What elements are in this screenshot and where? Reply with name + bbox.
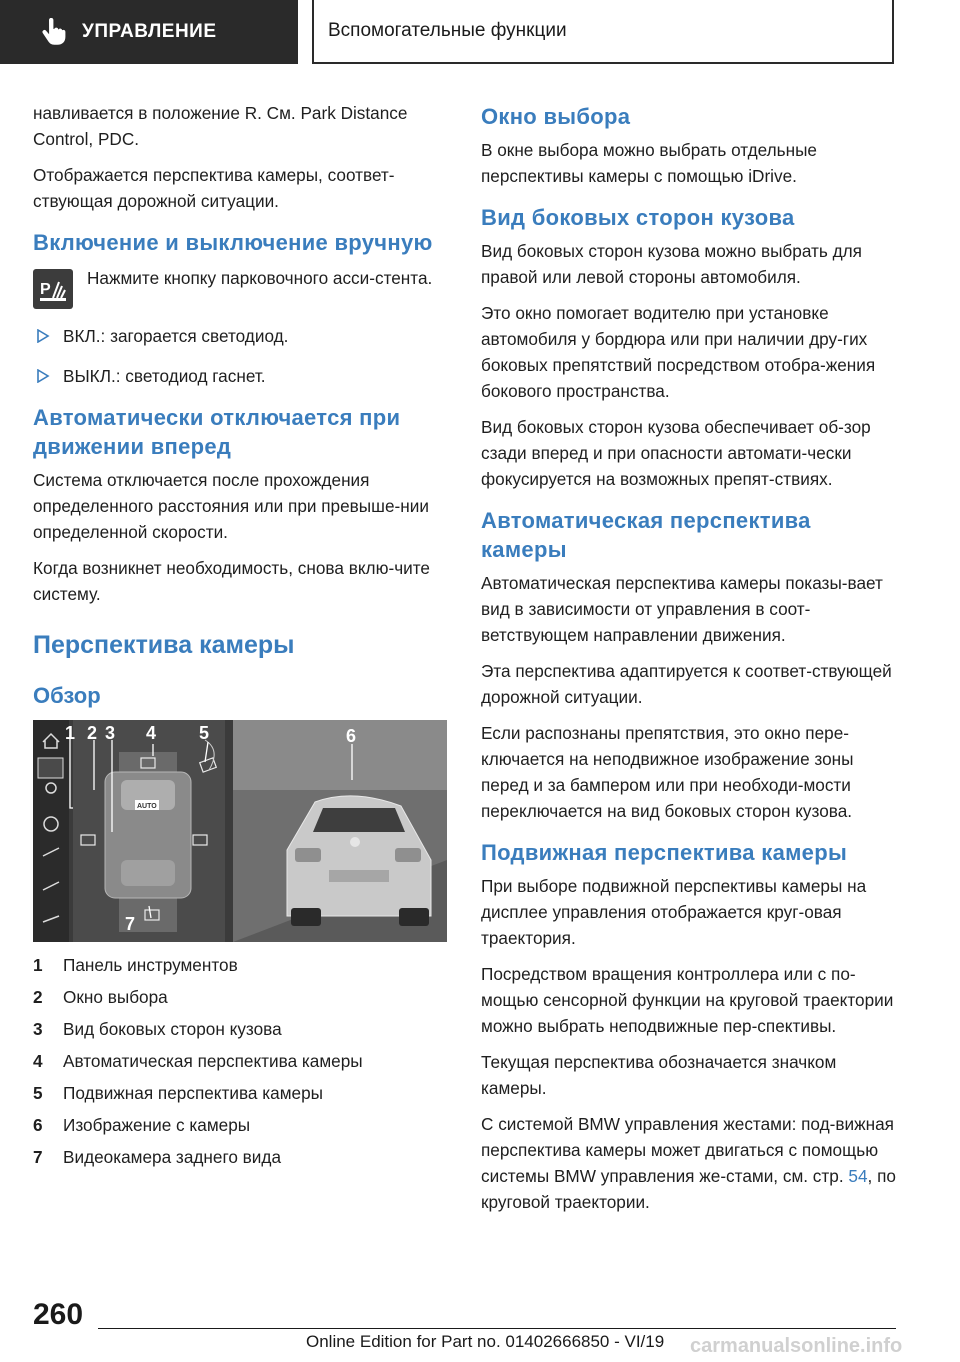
side-paragraph-1: Вид боковых сторон кузова можно выбрать для правой или левой стороны автомобиля. xyxy=(481,241,862,287)
window-paragraph: В окне выбора можно выбрать отдельные перспективы камеры с помощью iDrive. xyxy=(481,140,817,186)
heading-manual: Включение и выключение вручную xyxy=(33,230,433,255)
parking-assistant-button-icon xyxy=(33,269,73,309)
legend-text: Панель инструментов xyxy=(63,955,238,975)
movable-paragraph-1: При выборе подвижной перспективы камеры на дисплее управления отображается круг-овая траектория. xyxy=(481,876,867,948)
list-item-off xyxy=(33,363,451,389)
legend-number: 7 xyxy=(33,1147,43,1167)
legend-row xyxy=(33,1016,451,1048)
page-link[interactable]: 54 xyxy=(848,1166,868,1186)
legend-number: 1 xyxy=(33,955,43,975)
callout-1: 1 xyxy=(65,723,76,743)
list-off-text: ВЫКЛ.: светодиод гаснет. xyxy=(63,366,266,386)
section-title: УПРАВЛЕНИЕ xyxy=(82,21,217,42)
chapter-tab xyxy=(312,0,894,64)
movable-paragraph-3: Текущая перспектива обозначается значком камеры. xyxy=(481,1052,837,1098)
legend-number: 5 xyxy=(33,1083,43,1103)
intro-paragraph-2: Отображается перспектива камеры, соответ-ствующая дорожной ситуации. xyxy=(33,165,395,211)
auto-label: AUTO xyxy=(137,803,157,810)
watermark: carmanualsonline.info xyxy=(690,1335,903,1357)
heading-selection-window: Окно выбора xyxy=(481,104,631,129)
legend-number: 2 xyxy=(33,987,43,1007)
heading-perspective: Перспектива камеры xyxy=(33,631,295,659)
section-tab xyxy=(0,0,298,64)
chapter-title: Вспомогательные функции xyxy=(328,20,567,41)
movable-p4-text-end: , по круговой траектории. xyxy=(481,1166,896,1212)
movable-paragraph-2: Посредством вращения контроллера или с по-мощью сенсорной функции на круговой траектории можно выбрать неподвижные пер-спективы. xyxy=(481,964,894,1036)
side-paragraph-2: Это окно помогает водителю при установке автомобиля у бордюра или при наличии дру-гих боковых препятствий посредством отобра-жения бокового пространства. xyxy=(481,303,876,401)
parking-button-text: Нажмите кнопку парковочного асси-стента. xyxy=(87,268,433,288)
heading-auto-off: Автоматически отключается при движении вперед xyxy=(33,405,401,459)
page-header xyxy=(0,0,960,66)
footer-divider xyxy=(98,1328,896,1329)
side-paragraph-3: Вид боковых сторон кузова обеспечивает об-зор сзади вперед и при опасности автомати-чески фокусируется на возможных препят-ствиях. xyxy=(481,417,871,489)
callout-3: 3 xyxy=(105,723,116,743)
legend-number: 3 xyxy=(33,1019,43,1039)
legend-row xyxy=(33,1080,451,1112)
figure-legend xyxy=(33,952,451,1176)
callout-2: 2 xyxy=(87,723,98,743)
heading-movable-perspective: Подвижная перспектива камеры xyxy=(481,840,848,865)
list-item-on xyxy=(33,323,451,349)
parking-button-row xyxy=(33,265,451,309)
auto-off-paragraph-2: Когда возникнет необходимость, снова вклю-чите систему. xyxy=(33,558,430,604)
heading-side-view: Вид боковых сторон кузова xyxy=(481,205,795,230)
right-column xyxy=(481,100,901,1225)
legend-number: 6 xyxy=(33,1115,43,1135)
auto-paragraph-2: Эта перспектива адаптируется к соответ-ствующей дорожной ситуации. xyxy=(481,661,892,707)
list-on-text: ВКЛ.: загорается светодиод. xyxy=(63,326,289,346)
heading-overview: Обзор xyxy=(33,683,101,708)
legend-row xyxy=(33,1112,451,1144)
callout-5: 5 xyxy=(199,723,210,743)
legend-row xyxy=(33,1048,451,1080)
camera-display-figure xyxy=(33,720,447,942)
legend-row xyxy=(33,984,451,1016)
legend-row xyxy=(33,1144,451,1176)
callout-6: 6 xyxy=(346,726,357,746)
legend-text: Окно выбора xyxy=(63,987,168,1007)
callout-7: 7 xyxy=(125,914,136,934)
auto-paragraph-3: Если распознаны препятствия, это окно пере-ключается на неподвижное изображение зоны перед и за бампером или при необходи-мости переключается на вид боковых сторон кузова. xyxy=(481,723,854,821)
triangle-bullet-icon xyxy=(33,369,53,383)
legend-text: Подвижная перспектива камеры xyxy=(63,1083,324,1103)
footer-edition: Online Edition for Part no. 01402666850 - VI/19 xyxy=(306,1332,665,1351)
auto-off-paragraph-1: Система отключается после прохождения определенного расстояния или при превыше-нии определенной скорости. xyxy=(33,470,429,542)
legend-text: Автоматическая перспектива камеры xyxy=(63,1051,363,1071)
legend-text: Видеокамера заднего вида xyxy=(63,1147,281,1167)
intro-paragraph-1: навливается в положение R. См. Park Distance Control, PDC. xyxy=(33,103,408,149)
svg-text:P: P xyxy=(40,281,51,298)
heading-auto-perspective: Автоматическая перспектива камеры xyxy=(481,508,811,562)
hand-pointer-icon xyxy=(40,18,66,46)
page-number: 260 xyxy=(33,1298,84,1331)
movable-paragraph-4 xyxy=(481,1111,901,1215)
auto-paragraph-1: Автоматическая перспектива камеры показы-вает вид в зависимости от управления в соот-ветствующем направлении движения. xyxy=(481,573,883,645)
camera-display-illustration xyxy=(33,720,447,942)
triangle-bullet-icon xyxy=(33,329,53,343)
callout-4: 4 xyxy=(146,723,157,743)
legend-text: Вид боковых сторон кузова xyxy=(63,1019,282,1039)
legend-text: Изображение с камеры xyxy=(63,1115,251,1135)
movable-p4-text: С системой BMW управления жестами: под-вижная перспектива камеры может двигаться с помощью системы BMW управления же-стами, см. стр. xyxy=(481,1114,894,1186)
left-column xyxy=(33,100,451,1176)
legend-number: 4 xyxy=(33,1051,43,1071)
legend-row xyxy=(33,952,451,984)
